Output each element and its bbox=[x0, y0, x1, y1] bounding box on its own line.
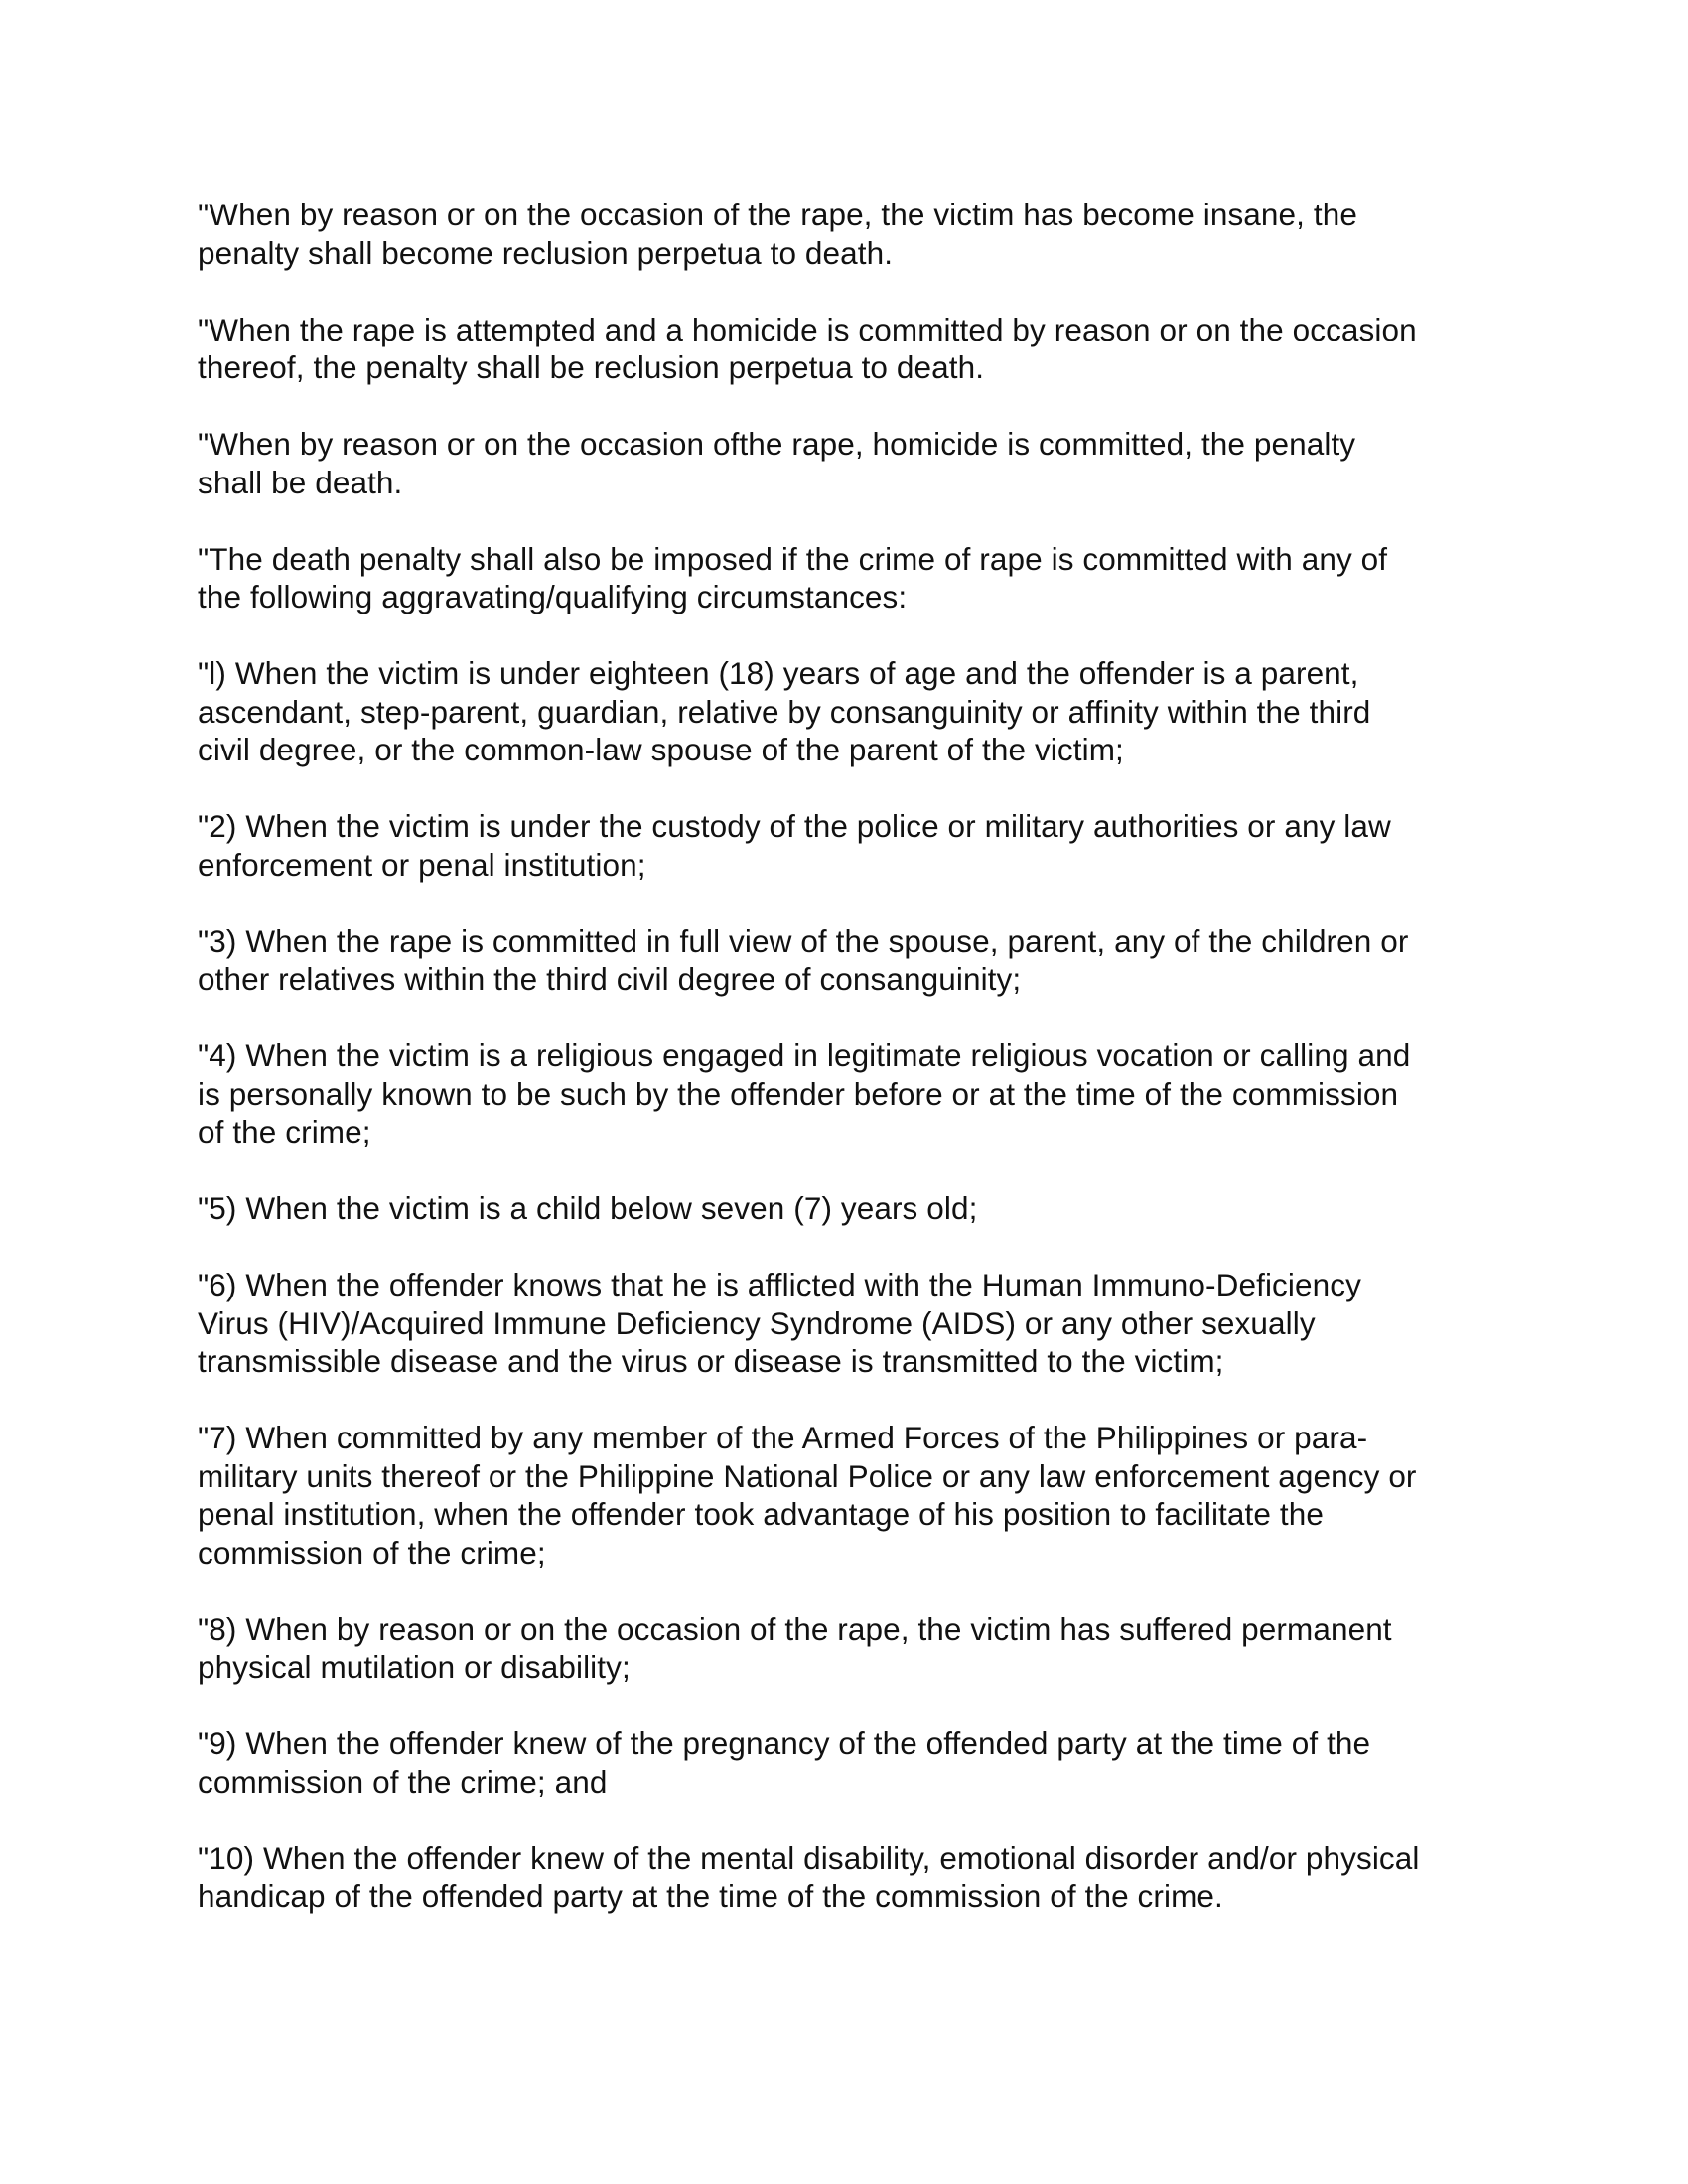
list-item-6: "6) When the offender knows that he is afflicted with the Human Immuno-Deficiency Virus (HIV)/Acquired Immune Deficiency Syndrome (AIDS) or any other sexually transmissible disease and the virus or disease is transmitted to the victim; bbox=[198, 1267, 1361, 1379]
list-item-10: "10) When the offender knew of the mental disability, emotional disorder and/or physical handicap of the offended party at the time of the commission of the crime. bbox=[198, 1840, 1420, 1914]
list-item-4: "4) When the victim is a religious engaged in legitimate religious vocation or calling and is personally known to be such by the offender before or at the time of the commission of the crime; bbox=[198, 1037, 1411, 1150]
list-item-5: "5) When the victim is a child below seven (7) years old; bbox=[198, 1190, 978, 1226]
list-item-8: "8) When by reason or on the occasion of the rape, the victim has suffered permanent physical mutilation or disability; bbox=[198, 1610, 1392, 1685]
list-item-3: "3) When the rape is committed in full view of the spouse, parent, any of the children or other relatives within the third civil degree of consanguinity; bbox=[198, 922, 1409, 997]
list-item-1: "l) When the victim is under eighteen (18) years of age and the offender is a parent, ascendant, step-parent, guardian, relative by consanguinity or affinity within the third civil degree, or the common-law spouse of the parent of the victim; bbox=[198, 655, 1371, 767]
paragraph-attempted-rape-homicide: "When the rape is attempted and a homicide is committed by reason or on the occasion thereof, the penalty shall be reclusion perpetua to death. bbox=[198, 311, 1417, 385]
document-body bbox=[198, 196, 1508, 1954]
paragraph-insanity-penalty: "When by reason or on the occasion of the rape, the victim has become insane, the penalty shall become reclusion perpetua to death. bbox=[198, 197, 1357, 271]
paragraph-death-penalty-circumstances: "The death penalty shall also be imposed if the crime of rape is committed with any of the following aggravating/qualifying circumstances: bbox=[198, 540, 1388, 614]
list-item-7: "7) When committed by any member of the Armed Forces of the Philippines or para- military units thereof or the Philippine National Police or any law enforcement agency or penal institution, when the offender took advantage of his position to facilitate the commission of the crime; bbox=[198, 1420, 1417, 1570]
list-item-9: "9) When the offender knew of the pregnancy of the offended party at the time of the commission of the crime; and bbox=[198, 1725, 1371, 1800]
paragraph-rape-homicide: "When by reason or on the occasion ofthe rape, homicide is committed, the penalty shall be death. bbox=[198, 426, 1356, 500]
list-item-2: "2) When the victim is under the custody of the police or military authorities or any law enforcement or penal institution; bbox=[198, 808, 1391, 883]
